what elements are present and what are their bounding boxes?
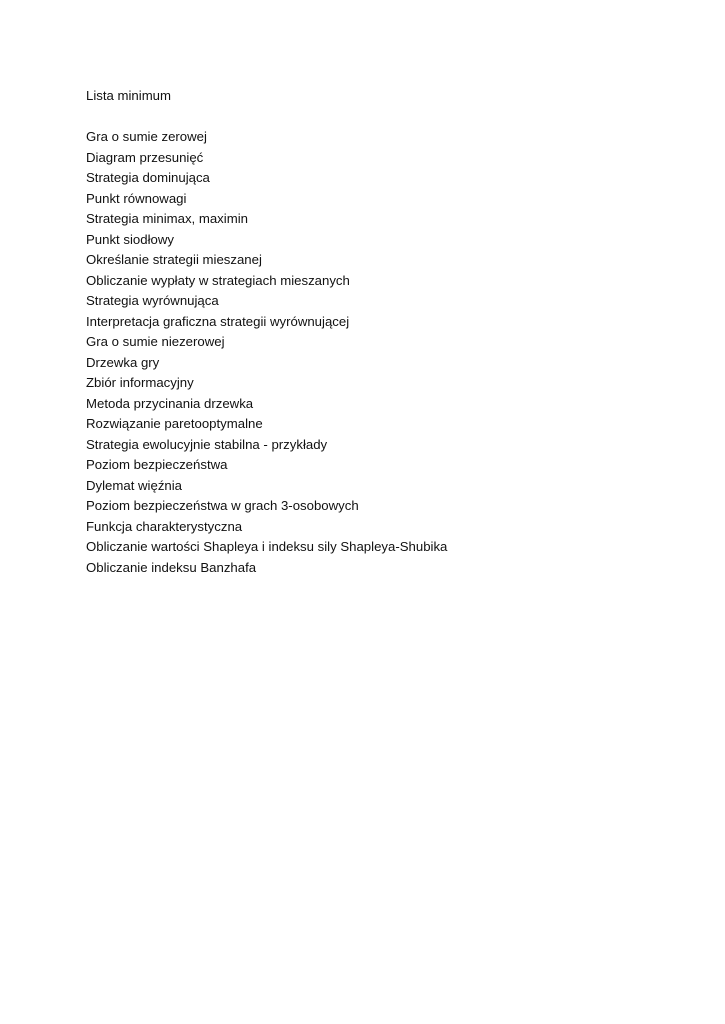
topic-item: Określanie strategii mieszanej (86, 252, 262, 267)
topic-item: Strategia minimax, maximin (86, 211, 248, 226)
topic-list (86, 127, 646, 578)
topic-item: Diagram przesunięć (86, 149, 204, 165)
topic-item: Zbiór informacyjny (86, 375, 194, 390)
topic-item: Poziom bezpieczeństwa w grach 3-osobowych (86, 498, 359, 513)
topic-item: Funkcja charakterystyczna (86, 518, 243, 534)
topic-item: Rozwiązanie paretooptymalne (86, 416, 263, 431)
topic-item: Interpretacja graficzna strategii wyrównującej (86, 313, 350, 329)
topic-item: Punkt równowagi (86, 190, 187, 206)
topic-item: Poziom bezpieczeństwa (86, 457, 228, 472)
topic-item: Obliczanie indeksu Banzhafa (86, 559, 257, 575)
topic-item: Drzewka gry (86, 354, 160, 370)
topic-item: Strategia wyrównująca (86, 293, 219, 308)
topic-item: Obliczanie wartości Shapleya i indeksu sily Shapleya-Shubika (86, 539, 448, 554)
topic-item: Obliczanie wypłaty w strategiach mieszanych (86, 272, 350, 288)
topic-item: Dylemat więźnia (86, 477, 183, 493)
topic-item: Metoda przycinania drzewka (86, 395, 254, 411)
document-title: Lista minimum (86, 88, 172, 103)
topic-item: Gra o sumie niezerowej (86, 334, 225, 349)
topic-item: Strategia ewolucyjnie stabilna - przykłady (86, 436, 328, 452)
document-body (86, 86, 646, 578)
topic-item: Strategia dominująca (86, 170, 210, 185)
topic-item: Punkt siodłowy (86, 231, 174, 247)
topic-item: Gra o sumie zerowej (86, 129, 207, 144)
